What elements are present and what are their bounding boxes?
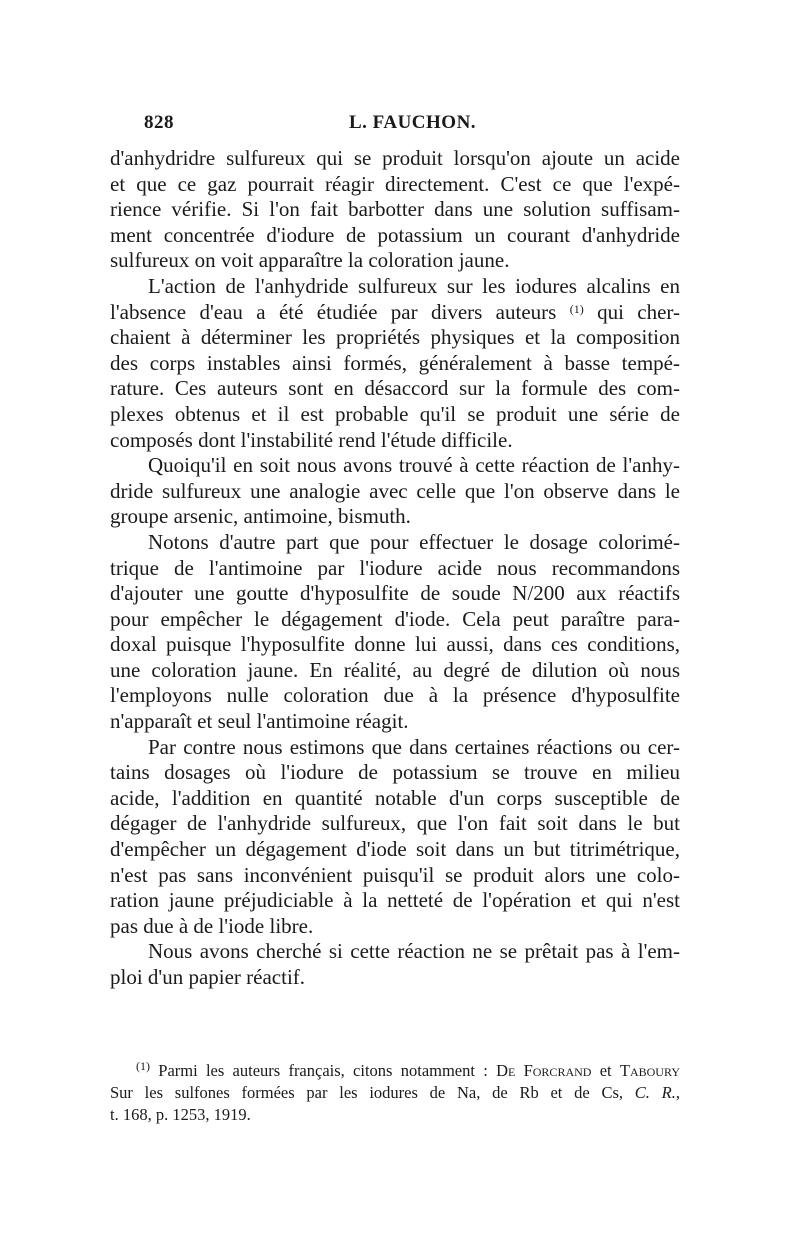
footnote-line: t. 168, p. 1253, 1919. [110,1105,251,1124]
text-line: ration jaune préjudiciable à la netteté de l'opération et qui n'est [110,888,680,913]
text-line: acide, l'addition en quantité notable d'un corps susceptible de [110,785,680,810]
footnote-line [110,1060,680,1082]
footnote-text: , [675,1083,680,1102]
footnotes [110,1060,680,1126]
text-line: composés dont l'instabilité rend l'étude difficile. [110,427,513,452]
text-line: d'ajouter une goutte d'hyposulfite de soude N/200 aux réactifs [110,581,680,606]
running-head [110,112,680,146]
text-line: Notons d'autre part que pour effectuer le dosage colorimé- [148,529,680,554]
text-line: Par contre nous estimons que dans certaines réactions ou cer- [148,734,680,759]
text-line: pas due à de l'iode libre. [110,913,314,938]
footnote-reference: (1) [569,301,584,316]
text-line: chaient à déterminer les propriétés physiques et la composition [110,325,680,350]
text-line: pour empêcher le dégagement d'iode. Cela peut paraître para- [110,606,680,631]
text-line: d'anhydridre sulfureux qui se produit lorsqu'on ajoute un acide [110,146,680,170]
footnote-connector: et [591,1061,620,1080]
text-line: Quoiqu'il en soit nous avons trouvé à cette réaction de l'anhy- [148,453,680,478]
text-line: et que ce gaz pourrait réagir directement. C'est ce que l'expé- [110,171,680,196]
text-line: ment concentrée d'iodure de potassium un courant d'anhydride [110,222,680,247]
text-line: sulfureux on voit apparaître la coloration jaune. [110,248,510,273]
paragraph [110,146,680,274]
page-number: 828 [144,112,174,133]
text-line: ploi d'un papier réactif. [110,965,306,989]
text-line: dégager de l'anhydride sulfureux, que l'on fait soit dans le but [110,811,680,836]
paragraph [110,530,680,735]
footnote-mark: (1) [136,1059,150,1073]
page [110,112,680,991]
text-line: plexes obtenus et il est probable qu'il se produit une série de [110,401,680,426]
footnote-journal: C. R. [634,1083,676,1102]
footnote-text: Parmi les auteurs français, citons notamment : [158,1061,497,1080]
text-line-with-note [110,300,680,326]
footnote-author: Taboury [619,1061,680,1080]
body-text [110,146,680,991]
footnote-author: De Forcrand [496,1061,592,1080]
text-line: Nous avons cherché si cette réaction ne se prêtait pas à l'em- [148,939,680,964]
running-title: L. FAUCHON. [349,112,477,133]
text-segment: qui cher- [597,299,680,324]
text-line: l'employons nulle coloration due à la présence d'hyposulfite [110,683,680,708]
footnote-line [110,1082,680,1104]
paragraph [110,274,680,453]
text-segment: l'absence d'eau a été étudiée par divers auteurs [110,299,557,324]
text-line: trique de l'antimoine par l'iodure acide nous recommandons [110,555,680,580]
text-line: n'apparaît et seul l'antimoine réagit. [110,709,409,734]
text-line: L'action de l'anhydride sulfureux sur les iodures alcalins en [148,273,680,298]
text-line: dride sulfureux une analogie avec celle que l'on observe dans le [110,478,680,503]
text-line: une coloration jaune. En réalité, au degré de dilution où nous [110,657,680,682]
text-line: rature. Ces auteurs sont en désaccord sur la formule des com- [110,376,680,401]
paragraph [110,735,680,940]
paragraph [110,939,680,990]
text-line: groupe arsenic, antimoine, bismuth. [110,504,411,529]
footnote-text: Sur les sulfones formées par les iodures de Na, de Rb et de Cs, [110,1083,635,1102]
text-line: des corps instables ainsi formés, généralement à basse tempé- [110,350,680,375]
text-line: n'est pas sans inconvénient puisqu'il se produit alors une colo- [110,862,680,887]
text-line: d'empêcher un dégagement d'iode soit dans un but titrimétrique, [110,837,680,862]
text-line: doxal puisque l'hyposulfite donne lui aussi, dans ces conditions, [110,632,680,657]
paragraph [110,453,680,530]
text-line: tains dosages où l'iodure de potassium se trouve en milieu [110,760,680,785]
text-line: rience vérifie. Si l'on fait barbotter dans une solution suffisam- [110,197,680,222]
